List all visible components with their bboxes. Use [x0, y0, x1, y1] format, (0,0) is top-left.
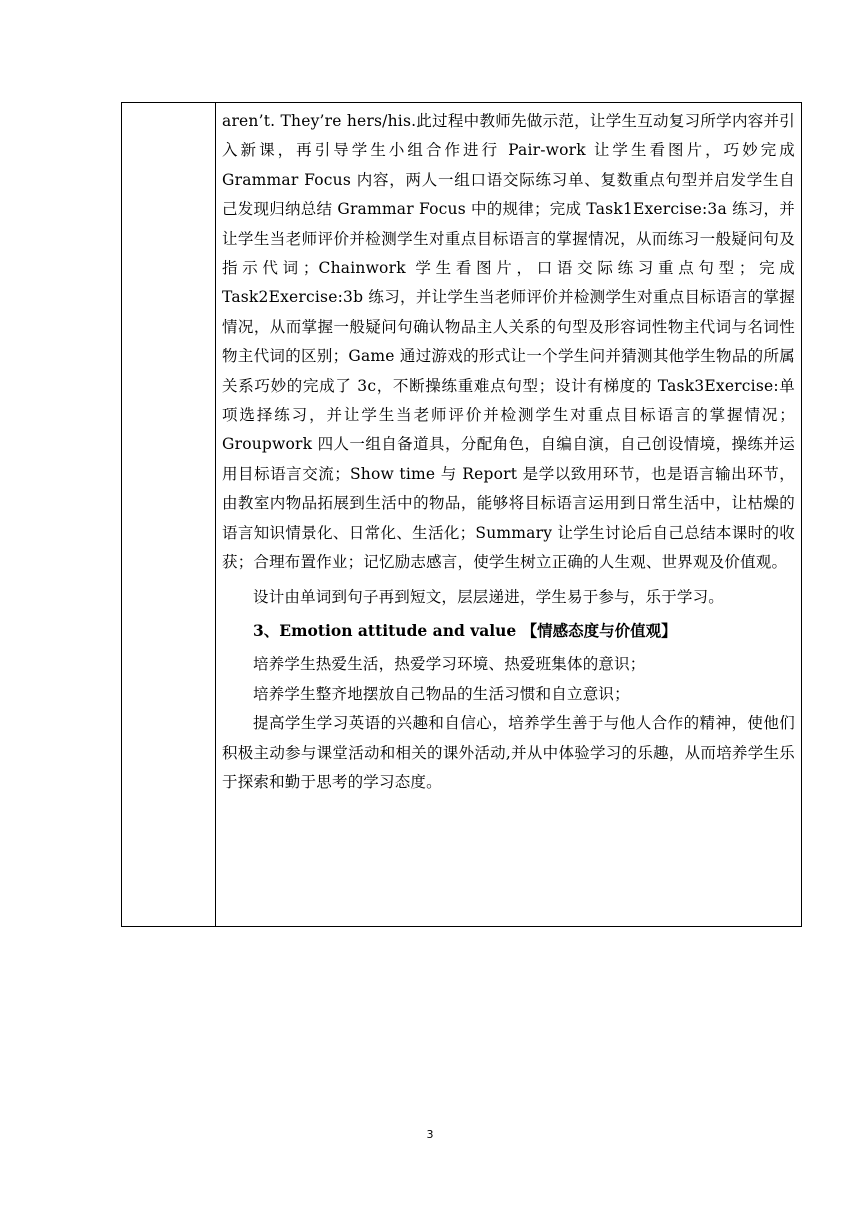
body-paragraph-interest: 提高学生学习英语的兴趣和自信心，培养学生善于与他人合作的精神，使他们积极主动参与课堂活动和相关的课外活动,并从中体验学习的乐趣，从而培养学生乐于探索和勤于思考的学习态度。 — [222, 714, 795, 791]
page-number: 3 — [426, 1128, 434, 1141]
body-paragraph-teaching-process: aren’t. They’re hers/his.此过程中教师先做示范，让学生互动复习所学内容并引入新课，再引导学生小组合作进行 Pair-work 让学生看图片，巧妙完成 Grammar Focus 内容，两人一组口语交际练习单、复数重点句型并启发学生自己发现归纳总结 Grammar Focus 中的规律；完成 Task1Exercise:3a 练习，并让学生当老师评价并检测学生对重点目标语言的掌握情况，从而练习一般疑问句及指示代词；Chainwork 学生看图片，口语交际练习重点句型；完成 Task2Exercise:3b 练习，并让学生当老师评价并检测学生对重点目标语言的掌握情况，从而掌握一般疑问句确认物品主人关系的句型及形容词性物主代词与名词性物主代词的区别；Game 通过游戏的形式让一个学生问并猜测其他学生物品的所属关系巧妙的完成了 3c，不断操练重难点句型；设计有梯度的 Task3Exercise:单项选择练习，并让学生当老师评价并检测学生对重点目标语言的掌握情况；Groupwork 四人一组自备道具，分配角色，自编自演，自己创设情境，操练并运用目标语言交流；Show time 与 Report 是学以致用环节，也是语言输出环节，由教室内物品拓展到生活中的物品，能够将目标语言运用到日常生活中，让枯燥的语言知识情景化、日常化、生活化；Summary 让学生讨论后自己总结本课时的收获；合理布置作业；记忆励志感言，使学生树立正确的人生观、世界观及价值观。 — [222, 112, 795, 572]
body-paragraph-habits: 培养学生整齐地摆放自己物品的生活习惯和自立意识； — [253, 684, 630, 703]
table-left-cell — [122, 103, 216, 926]
document-table — [121, 102, 802, 927]
body-paragraph-love-life: 培养学生热爱生活，热爱学习环境、热爱班集体的意识； — [253, 655, 646, 674]
table-right-cell — [216, 103, 801, 926]
section-heading-emotion: 3、Emotion attitude and value 【情感态度与价值观】 — [253, 620, 677, 640]
body-paragraph-design-summary: 设计由单词到句子再到短文，层层递进，学生易于参与，乐于学习。 — [253, 587, 725, 606]
